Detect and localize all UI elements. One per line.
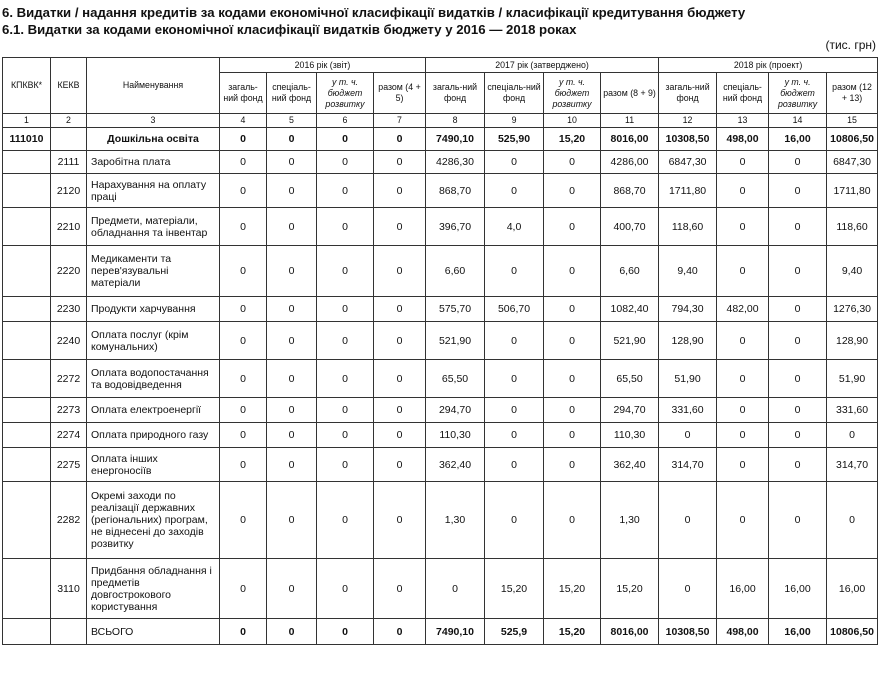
value-cell: 0: [317, 297, 374, 322]
value-cell: 498,00: [717, 128, 769, 151]
value-cell: 0: [317, 151, 374, 174]
value-cell: 0: [317, 423, 374, 448]
value-cell: 0: [374, 297, 426, 322]
name-cell: Дошкільна освіта: [87, 128, 220, 151]
value-cell: 0: [267, 208, 317, 246]
value-cell: 16,00: [827, 559, 878, 619]
value-cell: 400,70: [601, 208, 659, 246]
kekv-cell: 2230: [51, 297, 87, 322]
value-cell: 0: [267, 128, 317, 151]
header-special-fund: спеціаль-ний фонд: [485, 73, 544, 114]
value-cell: 794,30: [659, 297, 717, 322]
table-row: [3, 128, 878, 151]
value-cell: 0: [659, 482, 717, 559]
value-cell: 294,70: [601, 398, 659, 423]
kekv-cell: 2210: [51, 208, 87, 246]
value-cell: 0: [769, 398, 827, 423]
value-cell: 1711,80: [827, 174, 878, 208]
value-cell: 0: [317, 174, 374, 208]
value-cell: 0: [769, 482, 827, 559]
value-cell: 0: [317, 398, 374, 423]
value-cell: 6,60: [426, 246, 485, 297]
name-cell: Медикаменти та перев'язувальні матеріали: [87, 246, 220, 297]
kekv-cell: 2220: [51, 246, 87, 297]
value-cell: 0: [544, 448, 601, 482]
total-value-cell: 8016,00: [601, 619, 659, 645]
name-cell: Нарахування на оплату праці: [87, 174, 220, 208]
value-cell: 6847,30: [659, 151, 717, 174]
value-cell: 0: [717, 174, 769, 208]
value-cell: 0: [220, 322, 267, 360]
name-cell: Оплата водопостачання та водовідведення: [87, 360, 220, 398]
value-cell: 0: [374, 174, 426, 208]
value-cell: 0: [717, 448, 769, 482]
header-total: разом (12 + 13): [827, 73, 878, 114]
value-cell: 0: [827, 423, 878, 448]
header-general-fund: загаль-ний фонд: [659, 73, 717, 114]
column-number: 12: [659, 114, 717, 128]
value-cell: 0: [717, 398, 769, 423]
value-cell: 0: [267, 482, 317, 559]
value-cell: 16,00: [717, 559, 769, 619]
value-cell: 0: [717, 151, 769, 174]
column-number: 9: [485, 114, 544, 128]
value-cell: 0: [317, 559, 374, 619]
value-cell: 51,90: [827, 360, 878, 398]
value-cell: 0: [374, 322, 426, 360]
value-cell: 6847,30: [827, 151, 878, 174]
subsection-title: 6.1. Видатки за кодами економічної класифікації видатків бюджету у 2016 — 2018 роках: [2, 22, 577, 37]
header-incl-dev: у т. ч. бюджет розвитку: [769, 73, 827, 114]
kekv-cell: 2111: [51, 151, 87, 174]
value-cell: 0: [544, 398, 601, 423]
table-row: [3, 297, 878, 322]
column-number: 7: [374, 114, 426, 128]
empty-cell: [51, 619, 87, 645]
kpkvk-cell: [3, 322, 51, 360]
value-cell: 7490,10: [426, 128, 485, 151]
total-value-cell: 16,00: [769, 619, 827, 645]
header-year-2016: 2016 рік (звіт): [220, 58, 426, 73]
value-cell: 0: [717, 482, 769, 559]
value-cell: 521,90: [426, 322, 485, 360]
total-row: [3, 619, 878, 645]
header-general-fund: загаль-ний фонд: [426, 73, 485, 114]
value-cell: 10308,50: [659, 128, 717, 151]
value-cell: 0: [485, 360, 544, 398]
value-cell: 0: [769, 174, 827, 208]
value-cell: 0: [220, 174, 267, 208]
value-cell: 1276,30: [827, 297, 878, 322]
column-number: 1: [3, 114, 51, 128]
value-cell: 0: [544, 423, 601, 448]
value-cell: 868,70: [601, 174, 659, 208]
value-cell: 0: [717, 322, 769, 360]
value-cell: 0: [317, 128, 374, 151]
name-cell: Оплата послуг (крім комунальних): [87, 322, 220, 360]
value-cell: 0: [769, 208, 827, 246]
value-cell: 0: [544, 208, 601, 246]
kpkvk-cell: [3, 423, 51, 448]
kekv-cell: 3110: [51, 559, 87, 619]
column-number: 15: [827, 114, 878, 128]
value-cell: 0: [317, 322, 374, 360]
value-cell: 0: [485, 448, 544, 482]
header-year-2018: 2018 рік (проект): [659, 58, 878, 73]
value-cell: 0: [544, 151, 601, 174]
value-cell: 0: [374, 482, 426, 559]
kekv-cell: 2275: [51, 448, 87, 482]
value-cell: 1711,80: [659, 174, 717, 208]
value-cell: 4286,30: [426, 151, 485, 174]
value-cell: 128,90: [659, 322, 717, 360]
value-cell: 0: [220, 297, 267, 322]
value-cell: 16,00: [769, 559, 827, 619]
total-label: ВСЬОГО: [87, 619, 220, 645]
table-row: [3, 174, 878, 208]
value-cell: 0: [717, 246, 769, 297]
column-number: 2: [51, 114, 87, 128]
value-cell: 0: [374, 151, 426, 174]
table-row: [3, 360, 878, 398]
header-total: разом (4 + 5): [374, 73, 426, 114]
table-row: [3, 448, 878, 482]
value-cell: 0: [220, 398, 267, 423]
value-cell: 0: [317, 448, 374, 482]
value-cell: 0: [769, 423, 827, 448]
value-cell: 0: [485, 423, 544, 448]
table-row: [3, 208, 878, 246]
value-cell: 362,40: [601, 448, 659, 482]
expenditure-table: [2, 57, 878, 645]
column-number: 5: [267, 114, 317, 128]
value-cell: 0: [769, 246, 827, 297]
value-cell: 0: [659, 423, 717, 448]
header-incl-dev: у т. ч. бюджет розвитку: [544, 73, 601, 114]
value-cell: 0: [267, 151, 317, 174]
column-number: 8: [426, 114, 485, 128]
value-cell: 575,70: [426, 297, 485, 322]
value-cell: 0: [220, 423, 267, 448]
value-cell: 0: [267, 360, 317, 398]
column-number: 6: [317, 114, 374, 128]
value-cell: 118,60: [827, 208, 878, 246]
value-cell: 9,40: [659, 246, 717, 297]
column-number: 10: [544, 114, 601, 128]
kekv-cell: 2282: [51, 482, 87, 559]
header-general-fund: загаль-ний фонд: [220, 73, 267, 114]
value-cell: 0: [485, 151, 544, 174]
kpkvk-cell: [3, 360, 51, 398]
header-kekv: КЕКВ: [51, 58, 87, 114]
value-cell: 0: [485, 482, 544, 559]
value-cell: 0: [769, 297, 827, 322]
value-cell: 6,60: [601, 246, 659, 297]
column-number: 3: [87, 114, 220, 128]
kekv-cell: [51, 128, 87, 151]
value-cell: 314,70: [827, 448, 878, 482]
value-cell: 362,40: [426, 448, 485, 482]
kpkvk-cell: [3, 398, 51, 423]
table-row: [3, 151, 878, 174]
kpkvk-cell: [3, 151, 51, 174]
value-cell: 0: [317, 482, 374, 559]
value-cell: 0: [220, 246, 267, 297]
value-cell: 15,20: [485, 559, 544, 619]
header-special-fund: спеціаль-ний фонд: [717, 73, 769, 114]
total-value-cell: 15,20: [544, 619, 601, 645]
kpkvk-cell: [3, 174, 51, 208]
kekv-cell: 2274: [51, 423, 87, 448]
value-cell: 4286,00: [601, 151, 659, 174]
total-value-cell: 498,00: [717, 619, 769, 645]
kekv-cell: 2272: [51, 360, 87, 398]
total-value-cell: 7490,10: [426, 619, 485, 645]
name-cell: Окремі заходи по реалізації державних (регіональних) програм, не віднесені до заходів розвитку: [87, 482, 220, 559]
value-cell: 1,30: [601, 482, 659, 559]
value-cell: 294,70: [426, 398, 485, 423]
value-cell: 0: [544, 297, 601, 322]
value-cell: 0: [220, 360, 267, 398]
value-cell: 0: [374, 559, 426, 619]
value-cell: 868,70: [426, 174, 485, 208]
value-cell: 331,60: [659, 398, 717, 423]
value-cell: 0: [374, 423, 426, 448]
kekv-cell: 2120: [51, 174, 87, 208]
table-row: [3, 423, 878, 448]
header-year-2017: 2017 рік (затверджено): [426, 58, 659, 73]
value-cell: 314,70: [659, 448, 717, 482]
value-cell: 15,20: [544, 559, 601, 619]
total-value-cell: 10308,50: [659, 619, 717, 645]
value-cell: 396,70: [426, 208, 485, 246]
value-cell: 110,30: [601, 423, 659, 448]
column-numbers-row: [3, 114, 878, 128]
name-cell: Придбання обладнання і предметів довгострокового користування: [87, 559, 220, 619]
name-cell: Заробітна плата: [87, 151, 220, 174]
value-cell: 128,90: [827, 322, 878, 360]
value-cell: 0: [769, 360, 827, 398]
value-cell: 0: [374, 128, 426, 151]
total-value-cell: 0: [374, 619, 426, 645]
value-cell: 0: [485, 174, 544, 208]
value-cell: 0: [220, 559, 267, 619]
value-cell: 0: [267, 448, 317, 482]
value-cell: 51,90: [659, 360, 717, 398]
value-cell: 1,30: [426, 482, 485, 559]
value-cell: 0: [220, 208, 267, 246]
value-cell: 0: [267, 246, 317, 297]
value-cell: 0: [544, 482, 601, 559]
name-cell: Оплата електроенергії: [87, 398, 220, 423]
table-row: [3, 482, 878, 559]
value-cell: 9,40: [827, 246, 878, 297]
value-cell: 0: [485, 246, 544, 297]
value-cell: 16,00: [769, 128, 827, 151]
value-cell: 15,20: [601, 559, 659, 619]
kpkvk-cell: [3, 448, 51, 482]
section-title: 6. Видатки / надання кредитів за кодами економічної класифікації видатків / класифікації кредитування бюджету: [2, 5, 746, 20]
value-cell: 4,0: [485, 208, 544, 246]
table-row: [3, 559, 878, 619]
value-cell: 8016,00: [601, 128, 659, 151]
kpkvk-cell: [3, 246, 51, 297]
kpkvk-cell: [3, 559, 51, 619]
name-cell: Предмети, матеріали, обладнання та інвентар: [87, 208, 220, 246]
total-value-cell: 0: [267, 619, 317, 645]
value-cell: 1082,40: [601, 297, 659, 322]
kpkvk-cell: [3, 482, 51, 559]
value-cell: 0: [827, 482, 878, 559]
name-cell: Оплата інших енергоносіїв: [87, 448, 220, 482]
value-cell: 525,90: [485, 128, 544, 151]
value-cell: 0: [374, 448, 426, 482]
table-row: [3, 398, 878, 423]
column-number: 14: [769, 114, 827, 128]
value-cell: 0: [317, 360, 374, 398]
value-cell: 118,60: [659, 208, 717, 246]
value-cell: 0: [717, 423, 769, 448]
value-cell: 15,20: [544, 128, 601, 151]
value-cell: 482,00: [717, 297, 769, 322]
value-cell: 0: [659, 559, 717, 619]
value-cell: 0: [769, 322, 827, 360]
value-cell: 0: [374, 360, 426, 398]
kpkvk-cell: [3, 297, 51, 322]
value-cell: 0: [267, 423, 317, 448]
value-cell: 65,50: [601, 360, 659, 398]
value-cell: 0: [267, 398, 317, 423]
column-number: 13: [717, 114, 769, 128]
value-cell: 0: [769, 448, 827, 482]
total-value-cell: 525,9: [485, 619, 544, 645]
value-cell: 0: [220, 151, 267, 174]
value-cell: 0: [717, 208, 769, 246]
header-special-fund: спеціаль-ний фонд: [267, 73, 317, 114]
empty-cell: [3, 619, 51, 645]
column-number: 4: [220, 114, 267, 128]
value-cell: 10806,50: [827, 128, 878, 151]
value-cell: 0: [485, 322, 544, 360]
value-cell: 0: [267, 559, 317, 619]
kpkvk-cell: 111010: [3, 128, 51, 151]
value-cell: 110,30: [426, 423, 485, 448]
value-cell: 506,70: [485, 297, 544, 322]
value-cell: 0: [220, 128, 267, 151]
value-cell: 0: [267, 174, 317, 208]
value-cell: 0: [374, 246, 426, 297]
total-value-cell: 10806,50: [827, 619, 878, 645]
value-cell: 0: [544, 246, 601, 297]
value-cell: 0: [220, 448, 267, 482]
value-cell: 0: [717, 360, 769, 398]
table-row: [3, 246, 878, 297]
total-value-cell: 0: [220, 619, 267, 645]
name-cell: Продукти харчування: [87, 297, 220, 322]
value-cell: 0: [317, 208, 374, 246]
value-cell: 331,60: [827, 398, 878, 423]
unit-label: (тис. грн): [825, 38, 876, 52]
table-row: [3, 322, 878, 360]
value-cell: 0: [374, 208, 426, 246]
value-cell: 65,50: [426, 360, 485, 398]
value-cell: 0: [267, 297, 317, 322]
value-cell: 0: [374, 398, 426, 423]
value-cell: 0: [267, 322, 317, 360]
name-cell: Оплата природного газу: [87, 423, 220, 448]
header-name: Найменування: [87, 58, 220, 114]
column-number: 11: [601, 114, 659, 128]
value-cell: 0: [317, 246, 374, 297]
value-cell: 0: [220, 482, 267, 559]
kekv-cell: 2273: [51, 398, 87, 423]
header-total: разом (8 + 9): [601, 73, 659, 114]
value-cell: 0: [426, 559, 485, 619]
header-kpkvk: КПКВК*: [3, 58, 51, 114]
value-cell: 0: [485, 398, 544, 423]
kekv-cell: 2240: [51, 322, 87, 360]
header-incl-dev: у т. ч. бюджет розвитку: [317, 73, 374, 114]
value-cell: 0: [544, 360, 601, 398]
total-value-cell: 0: [317, 619, 374, 645]
kpkvk-cell: [3, 208, 51, 246]
value-cell: 0: [769, 151, 827, 174]
value-cell: 521,90: [601, 322, 659, 360]
value-cell: 0: [544, 322, 601, 360]
value-cell: 0: [544, 174, 601, 208]
